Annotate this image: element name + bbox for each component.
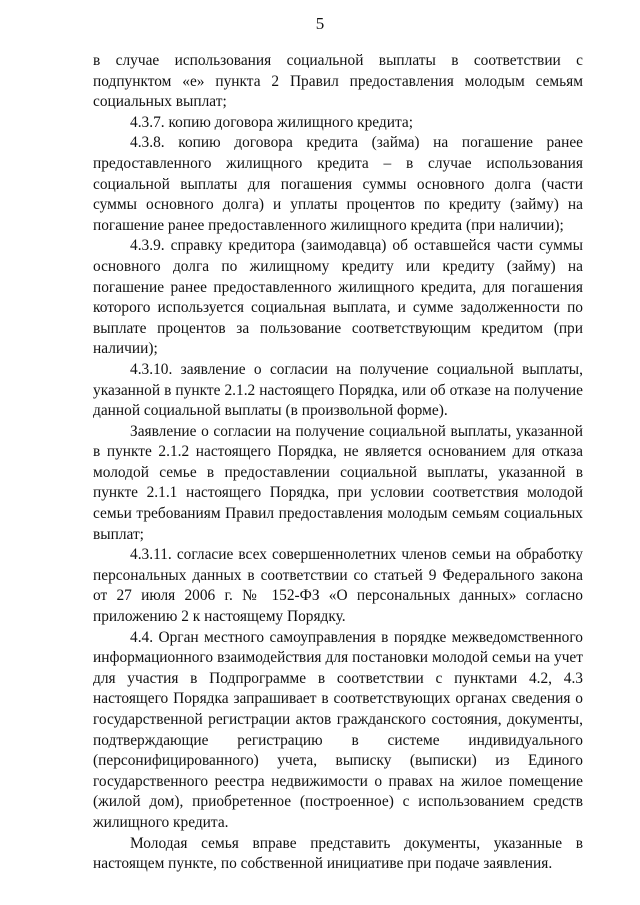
paragraph-4-3-8: 4.3.8. копию договора кредита (займа) на погашение ранее предоставленного жилищного кредита – в случае использования социальной выплаты для погашения суммы основного долга (части суммы основного долга) и уплаты процентов по кредиту (займу) на погашение ранее предоставленного жилищного кредита (при наличии);: [93, 134, 583, 234]
paragraph-4-3-7: 4.3.7. копию договора жилищного кредита;: [130, 113, 413, 131]
paragraph-consent-note: Заявление о согласии на получение социальной выплаты, указанной в пункте 2.1.2 настоящего Порядка, не является основанием для отказа молодой семье в предоставлении социальной выплаты, указанной в пункте 2.1.1 настоящего Порядка, при условии соответствия молодой семьи требованиям Правил предоставления молодым семьям социальных выплат;: [93, 422, 583, 543]
paragraph-4-3-10: 4.3.10. заявление о согласии на получение социальной выплаты, указанной в пункте 2.1.2 настоящего Порядка, или об отказе на получение данной социальной выплаты (в произвольной форме).: [93, 360, 583, 420]
paragraph-own-initiative: Молодая семья вправе представить документы, указанные в настоящем пункте, по собственной инициативе при подаче заявления.: [93, 834, 583, 873]
paragraph-4-4: 4.4. Орган местного самоуправления в порядке межведомственного информационного взаимодействия для постановки молодой семьи на учет для участия в Подпрограмме в соответствии с пунктами 4.2, 4.3 настоящего Порядка запрашивает в соответствующих органах сведения о государственной регистрации актов гражданского состояния, документы, подтверждающие регистрацию в системе индивидуального (персонифицированного) учета, выписку (выписки) из Единого государственного реестра недвижимости о правах на жилое помещение (жилой дом), приобретенное (построенное) с использованием средств жилищного кредита.: [93, 628, 583, 831]
page-number: 5: [315, 14, 325, 33]
paragraph-continuation: в случае использования социальной выплаты в соответствии с подпунктом «е» пункта 2 Правил предоставления молодым семьям социальных выплат;: [93, 52, 583, 111]
document-body: [93, 51, 583, 875]
paragraph-4-3-11: 4.3.11. согласие всех совершеннолетних членов семьи на обработку персональных данных в соответствии со статьей 9 Федерального закона от 27 июля 2006 г. № 152-ФЗ «О персональных данных» согласно приложению 2 к настоящему Порядку.: [93, 546, 583, 626]
paragraph-4-3-9: 4.3.9. справку кредитора (заимодавца) об оставшейся части суммы основного долга по жилищному кредиту или кредиту (займу) на погашение ранее предоставленного жилищного кредита, для погашения которого используется социальная выплата, и сумме задолженности по выплате процентов за пользование соответствующим кредитом (при наличии);: [93, 237, 583, 358]
